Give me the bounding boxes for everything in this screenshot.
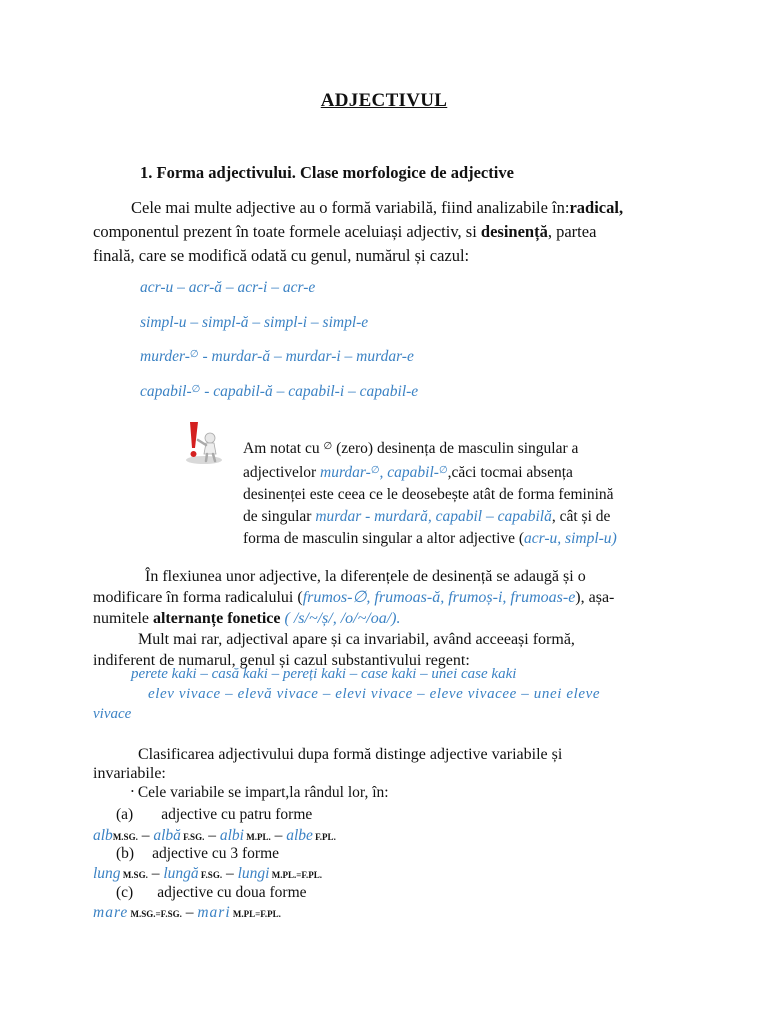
invariable-example-2: elev vivace – elevă vivace – elevi vivace – eleve vivacee – unei eleve xyxy=(148,686,601,702)
list-item-b: (b) adjective cu 3 forme xyxy=(116,845,280,862)
forms-line-b: lung M.SG. – lungă F.SG. – lungi M.PL.=F.PL. xyxy=(93,865,322,882)
intro-desinenta: desinență xyxy=(480,222,548,241)
intro-line-2: componentul prezent în toate formele aceluiași adjectiv, si xyxy=(93,222,481,241)
intro-radical: radical, xyxy=(569,198,624,217)
forms-line-a: albM.SG. – albă F.SG. – albi M.PL. – albe F.PL. xyxy=(93,827,336,844)
invariable-example-1: perete kaki – casă kaki – pereți kaki – case kaki – unei case kaki xyxy=(131,666,517,682)
section-heading: 1. Forma adjectivului. Clase morfologice de adjective xyxy=(140,163,514,182)
intro-line-1: Cele mai multe adjective au o formă variabilă, fiind analizabile în: xyxy=(131,198,570,217)
example-acr: acr-u – acr-ă – acr-i – acr-e xyxy=(140,279,316,296)
zero-note: Am notat cu ∅ (zero) desinența de masculin singular a adjectivelor murdar-∅, capabil-∅,căci tocmai absența desinenței este ceea ce le deosebește atât de forma feminină de singular murdar - murdară, capabil – capabilă, cât și de forma de masculin singular a altor adjective (acr-u, simpl-u) xyxy=(243,440,617,547)
intro-paragraph: Cele mai multe adjective au o formă variabilă, fiind analizabile în:radical, componentul prezent în toate formele aceluiași adjectiv, si desinență, partea finală, care se modifică odată cu genul, numărul și cazul: xyxy=(93,196,675,268)
forms-line-c: mare M.SG.=F.SG. – mari M.PL=F.PL. xyxy=(93,904,281,921)
flexion-paragraph: În flexiunea unor adjective, la diferențele de desinență se adaugă și o modificare în forma radicalului (frumos-∅, frumoas-ă, frumoș-i, frumoas-e), așa- numitele alternanțe fonetice ( /s/~/ș/, /o/~/oa/). Mult mai rar, adjectival apare și ca invariabil, având acceeași formă, indiferent de numarul, genul și cazul substantivului regent: xyxy=(93,568,615,669)
example-capabil: capabil-∅ - capabil-ă – capabil-i – capabil-e xyxy=(140,383,419,400)
intro-line-3: finală, care se modifică odată cu genul, numărul și cazul: xyxy=(93,246,470,265)
exclamation-figure-icon xyxy=(180,418,228,466)
example-simpl: simpl-u – simpl-ă – simpl-i – simpl-e xyxy=(140,314,369,331)
page-title: ADJECTIVUL xyxy=(320,90,448,111)
list-item-c: (c) adjective cu doua forme xyxy=(116,884,307,901)
example-murdar: murder-∅ - murdar-ă – murdar-i – murdar-e xyxy=(140,348,414,365)
list-item-a: (a) adjective cu patru forme xyxy=(116,806,313,823)
invariable-example-3: vivace xyxy=(93,706,132,722)
classification-paragraph: Clasificarea adjectivului dupa formă distinge adjective variabile și invariabile: xyxy=(93,746,563,782)
variable-bullet: • Cele variabile se impart,la rândul lor, în: xyxy=(131,784,389,801)
